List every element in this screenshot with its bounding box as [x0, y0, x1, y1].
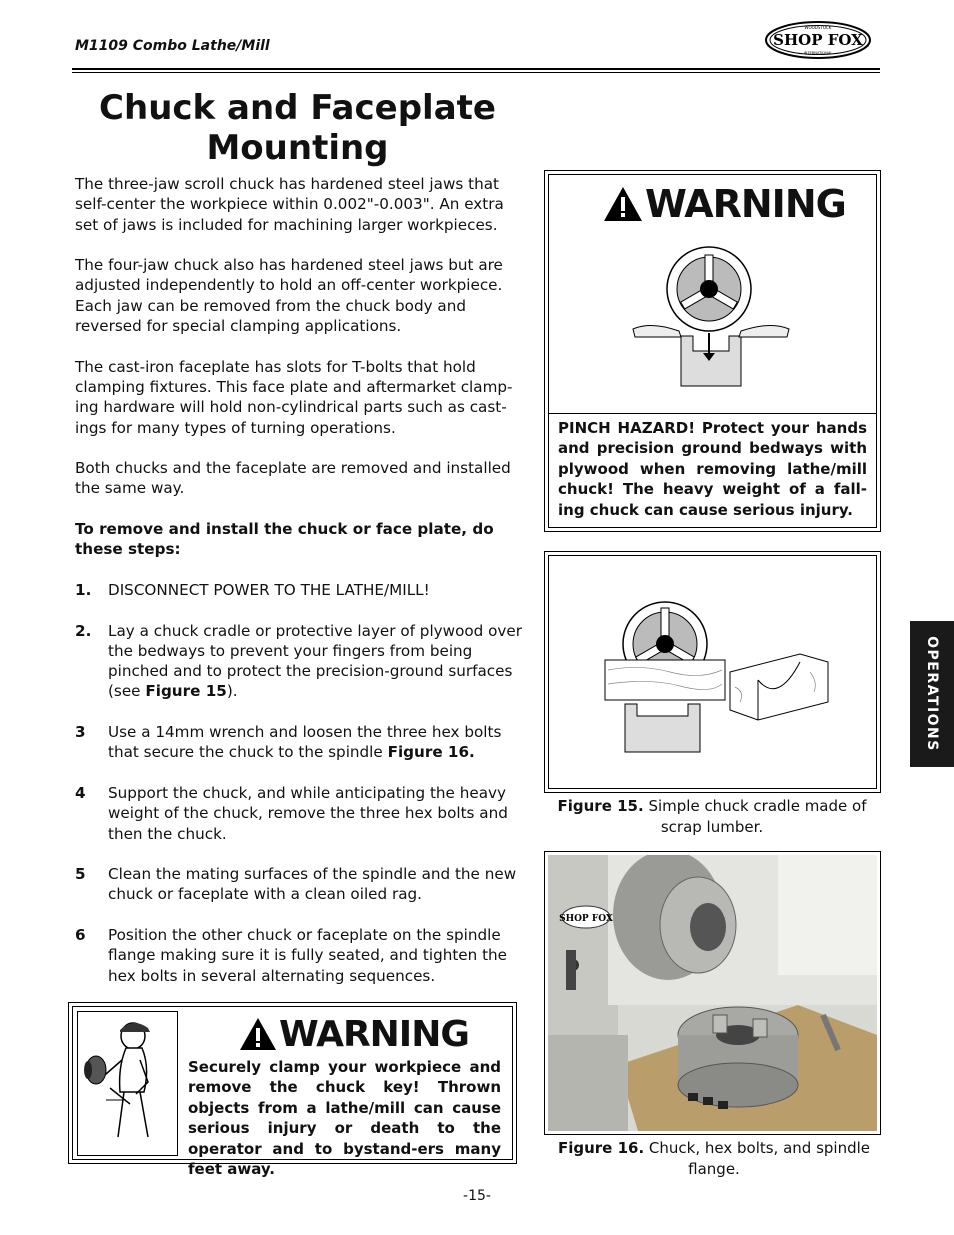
warning-triangle-icon: [239, 1016, 277, 1052]
step-number: 4: [75, 783, 86, 802]
warning-box-pinch-hazard: [544, 170, 881, 532]
step-text-part: Use a 14mm wrench and loosen the three hex bolts that secure the chuck to the spindle: [108, 723, 502, 762]
step-text: DISCONNECT POWER TO THE LATHE/MILL!: [108, 580, 430, 599]
step-number: 2.: [75, 621, 92, 640]
warning-text: Securely clamp your workpiece and remove the chuck key! Thrown objects from a lathe/mill can cause serious injury or death to the operator and to bystand-ers many feet away.: [188, 1058, 501, 1179]
logo-bottom-text: INTERNATIONAL: [803, 51, 833, 55]
step-number: 5: [75, 865, 86, 884]
step-text-part: ).: [226, 682, 238, 701]
figure-reference: Figure 16.: [387, 743, 475, 762]
warning-triangle-icon: [603, 185, 643, 223]
lathe-operator-icon: [78, 1012, 177, 1155]
figure-15-caption: [552, 796, 872, 838]
logo-text: SHOP FOX: [773, 31, 863, 49]
step-text: [108, 722, 523, 763]
figure-caption-text: Simple chuck cradle made of scrap lumber.: [648, 797, 867, 836]
step-item: [75, 580, 523, 600]
figure-16-frame: [544, 851, 881, 1135]
operations-tab-label: [910, 621, 954, 767]
figure-reference: Figure 15: [145, 682, 227, 701]
step-item: [75, 864, 523, 905]
step-item: [75, 621, 523, 702]
intro-paragraph: Both chucks and the faceplate are removed and installed the same way.: [75, 459, 511, 498]
step-item: [75, 783, 523, 844]
warning-text: PINCH HAZARD! Protect your hands and precision ground bedways with plywood when removing lathe/mill chuck! The heavy weight of a fall-ing chuck can cause serious injury.: [558, 419, 867, 519]
operations-tab-text: OPERATIONS: [924, 636, 940, 752]
step-item: [75, 925, 523, 986]
chuck-photo: [548, 855, 877, 1131]
figure-16-caption: [552, 1138, 876, 1180]
step-item: [75, 722, 523, 763]
shop-fox-logo: [764, 20, 872, 60]
page-title-line-2: Mounting: [206, 128, 389, 168]
photo-logo-text: SHOP FOX: [559, 914, 613, 924]
logo-top-text: WOODSTOCK: [804, 25, 832, 30]
pinch-hazard-illustration: [631, 241, 791, 391]
step-number: 3: [75, 723, 86, 742]
operator-illustration: [77, 1011, 178, 1156]
page-number: -15-: [463, 1188, 491, 1204]
chuck-cradle-illustration: [600, 592, 840, 762]
page-title: [75, 88, 520, 168]
warning-heading: [603, 181, 846, 227]
body-column: [75, 174, 523, 986]
manual-title: M1109 Combo Lathe/Mill: [75, 38, 270, 54]
intro-paragraph: The three-jaw scroll chuck has hardened steel jaws that self-center the workpiece within 0.002"-0.003". An extra set of jaws is included for machining larger workpieces.: [75, 175, 504, 234]
step-text-part: Lay a chuck cradle or protective layer of plywood over the bedways to prevent your fingers from being pinched and to protect the precision-ground surfaces (see: [108, 621, 522, 701]
figure-label: Figure 16.: [557, 1139, 645, 1157]
step-text: Clean the mating surfaces of the spindle and the new chuck or faceplate with a clean oiled rag.: [108, 865, 517, 904]
intro-paragraph: The cast-iron faceplate has slots for T-bolts that hold clamping fixtures. This face plate and aftermarket clamp-ing hardware will hold non-cylindrical parts such as cast-ings for many types of turning operations.: [75, 357, 513, 437]
step-text: [108, 621, 523, 702]
figure-caption-text: Chuck, hex bolts, and spindle flange.: [648, 1139, 871, 1178]
warning-heading: [239, 1013, 469, 1055]
intro-paragraph: The four-jaw chuck also has hardened steel jaws but are adjusted independently to hold an off-center workpiece. Each jaw can be removed from the chuck body and reversed for special clamping applications.: [75, 256, 503, 336]
figure-label: Figure 15.: [557, 797, 644, 815]
warning-heading-text: WARNING: [279, 1013, 469, 1055]
warning-heading-text: WARNING: [645, 182, 846, 226]
warning-box-thrown-objects: [68, 1002, 517, 1179]
step-number: 1.: [75, 580, 92, 599]
step-text: Support the chuck, and while anticipating the heavy weight of the chuck, remove the three hex bolts and then the chuck.: [108, 783, 508, 843]
step-number: 6: [75, 925, 86, 944]
steps-intro: To remove and install the chuck or face plate, do these steps:: [75, 520, 494, 559]
figure-15-frame: [544, 551, 881, 793]
page-title-line-1: Chuck and Faceplate: [99, 88, 496, 128]
header-rule-thin: [72, 72, 880, 73]
step-text: Position the other chuck or faceplate on the spindle flange making sure it is fully seated, and tighten the hex bolts in several alternating sequences.: [108, 925, 508, 985]
header-rule-thick: [72, 68, 880, 70]
